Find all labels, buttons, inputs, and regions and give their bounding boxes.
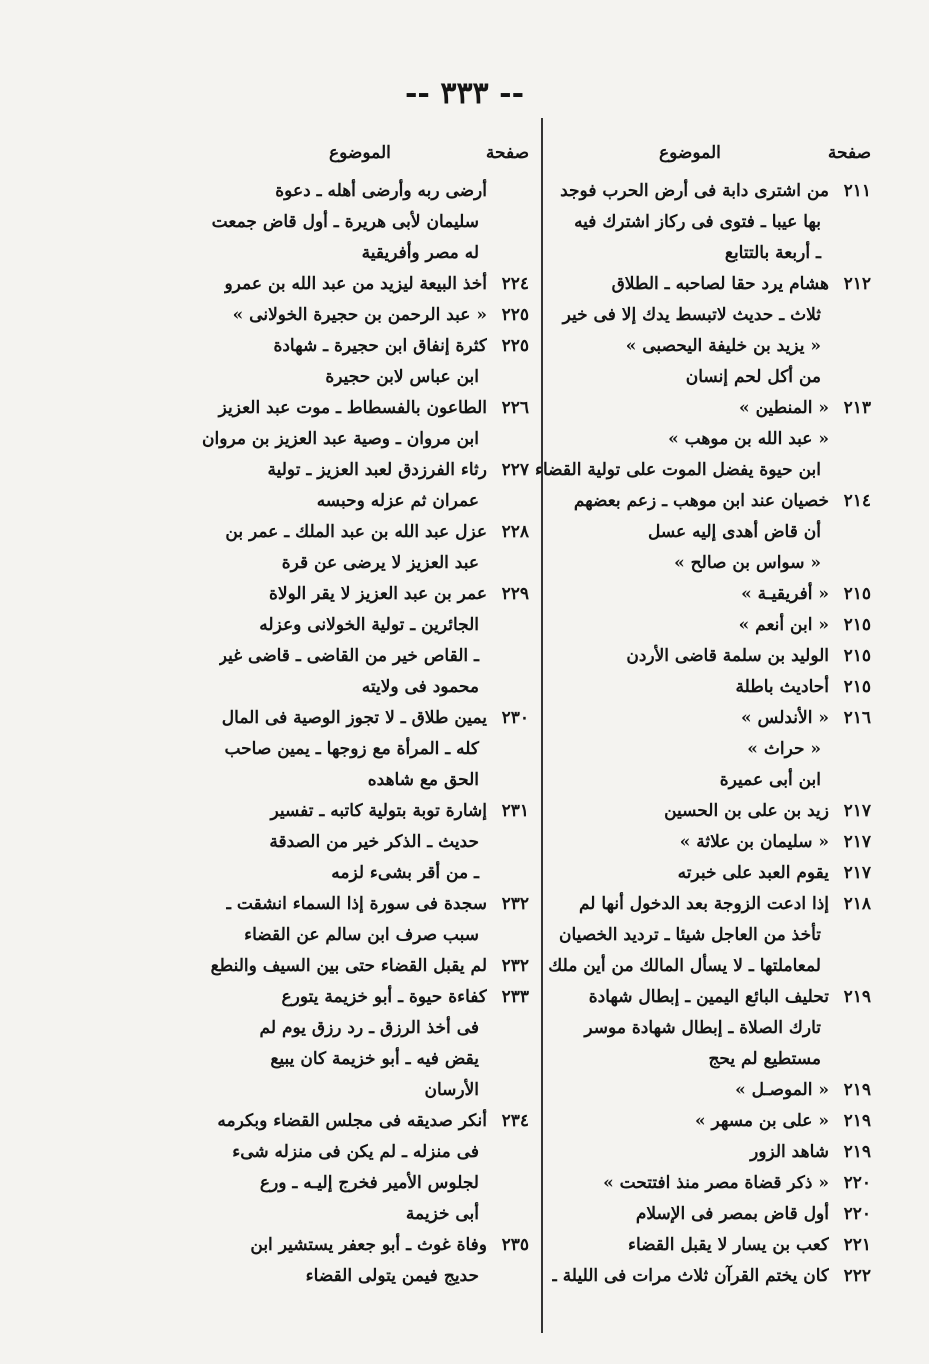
index-entry (559, 1106, 871, 1137)
index-entry (210, 951, 529, 982)
index-column-left (202, 136, 529, 1292)
entry-line: الوليد بن سلمة قاضى الأردن (626, 646, 829, 666)
index-entry (225, 517, 529, 579)
entry-page-number: ٢٢٩ (501, 584, 529, 604)
index-entry (559, 827, 871, 858)
index-entry (229, 455, 529, 517)
entry-line: الطاعون بالفسطاط ـ موت عبد العزيز (218, 398, 487, 418)
entry-page-number: ٢١١ (843, 181, 871, 201)
entry-line: « سليمان بن علاثة » (679, 832, 829, 852)
column-divider (541, 118, 543, 1333)
entry-line: سجدة فى سورة إذا السماء انشقت ـ (226, 894, 487, 914)
index-entry (559, 858, 871, 889)
entry-line: أن قاض أهدى إليه عسل (648, 522, 821, 542)
entry-line: أنكر صديقه فى مجلس القضاء وبكرمه (217, 1111, 487, 1131)
index-entry (559, 1199, 871, 1230)
entry-line: تحليف البائع اليمين ـ إبطال شهادة (588, 987, 829, 1007)
entry-page-number: ٢٣٣ (501, 987, 529, 1007)
entry-line: من أكل لحم إنسان (685, 367, 821, 387)
index-entry (229, 1230, 529, 1292)
page-column-label: صفحة (827, 143, 871, 163)
entry-line: مستطيع لم يحج (708, 1049, 821, 1069)
entry-line: خصيان عند ابن موهب ـ زعم بعضهم (573, 491, 829, 511)
entry-line: بها عيبا ـ فتوى فى ركاز اشترك فيه (574, 212, 821, 232)
entry-line: أخذ البيعة ليزيد من عبد الله بن عمرو (224, 274, 487, 294)
entry-line: ابن عباس لابن حجيرة (325, 367, 479, 387)
entry-line: الجائرين ـ تولية الخولانى وعزله (259, 615, 479, 635)
index-entry (229, 982, 529, 1106)
entry-line: فى منزله ـ لم يكن فى منزله شىء (232, 1142, 479, 1162)
entry-lines (229, 796, 487, 889)
entry-page-number: ٢٢٠ (843, 1204, 871, 1224)
entry-line: الحق مع شاهده (367, 770, 479, 790)
entry-line: « عبد الرحمن بن حجيرة الخولانى » (232, 305, 487, 325)
entry-page-number: ٢١٩ (843, 1142, 871, 1162)
entry-page-number: ٢٢٢ (843, 1266, 871, 1286)
entry-page-number: ٢١٥ (843, 646, 871, 666)
index-entry (559, 269, 871, 393)
index-entry (217, 1106, 529, 1230)
entry-lines (559, 1137, 829, 1168)
entry-line: سليمان لأبى هريرة ـ أول قاض جمعت (211, 212, 479, 232)
entry-line: تارك الصلاة ـ إبطال شهادة موسر (584, 1018, 821, 1038)
entry-page-number: ٢٣٠ (501, 708, 529, 728)
entry-line: شاهد الزور (750, 1142, 829, 1162)
entry-line: لم يقبل القضاء حتى بين السيف والنطع (210, 956, 487, 976)
entry-line: زيد بن على بن الحسين (664, 801, 829, 821)
entry-page-number: ٢٣١ (501, 801, 529, 821)
entry-lines (559, 982, 829, 1075)
entry-line: كعب بن يسار لا يقبل القضاء (628, 1235, 829, 1255)
entry-line: « الموصـل » (735, 1080, 829, 1100)
entry-lines (211, 951, 487, 982)
entry-line: « ابن أنعم » (738, 615, 829, 635)
index-entry (224, 269, 529, 300)
entry-lines (222, 703, 487, 796)
entry-line: محمود فى ولايته (361, 677, 479, 697)
entry-page-number: ٢٢٤ (501, 274, 529, 294)
entry-page-number: ٢٢٦ (501, 398, 529, 418)
entry-lines (559, 176, 829, 269)
entries-right (535, 176, 871, 1292)
entry-page-number: ٢١٩ (843, 1080, 871, 1100)
entry-line: وفاة غوث ـ أبو جعفر يستشير ابن (250, 1235, 487, 1255)
entry-line: إشارة توبة بتولية كاتبه ـ تفسير (270, 801, 487, 821)
entry-page-number: ٢١٥ (843, 584, 871, 604)
index-entry (211, 176, 529, 269)
index-entry (559, 982, 871, 1075)
entry-line: يقض فيه ـ أبو خزيمة كان يبيع (270, 1049, 479, 1069)
entry-line: « أفريقيـة » (741, 584, 829, 604)
entry-line: ـ أربعة بالتتابع (724, 243, 821, 263)
entry-lines (559, 393, 829, 424)
entry-line: أرضى ربه وأرضى أهله ـ دعوة (275, 181, 487, 201)
entry-line: سبب صرف ابن سالم عن القضاء (244, 925, 479, 945)
entry-lines (559, 827, 829, 858)
entry-line: أبى خزيمة (405, 1204, 479, 1224)
index-entry (221, 703, 529, 796)
entry-page-number: ٢٢٠ (843, 1173, 871, 1193)
entry-lines (559, 486, 829, 579)
index-entry (559, 579, 871, 610)
entry-lines (559, 610, 829, 641)
entry-line: عبد العزيز لا يرضى عن قرة (281, 553, 479, 573)
entry-lines (559, 1168, 829, 1199)
entry-page-number: ٢١٩ (843, 987, 871, 1007)
entry-page-number: ٢٣٥ (501, 1235, 529, 1255)
index-entry (559, 1075, 871, 1106)
entry-lines (559, 796, 829, 827)
index-entry (559, 1230, 871, 1261)
entry-line: « يزيد بن خليفة اليحصبى » (625, 336, 821, 356)
column-header (229, 136, 529, 170)
subject-column-label: الموضوع (659, 143, 721, 163)
entry-lines (229, 1230, 487, 1292)
entry-page-number: ٢١٨ (843, 894, 871, 914)
page-number: -- ٣٣٣ -- (404, 76, 525, 111)
entry-line: « ذكر قضاة مصر منذ افتتحت » (603, 1173, 829, 1193)
entry-page-number: ٢٣٤ (501, 1111, 529, 1131)
entry-line: كثرة إنفاق ابن حجيرة ـ شهادة (273, 336, 487, 356)
entry-line: من اشترى دابة فى أرض الحرب فوجد (560, 181, 829, 201)
entry-lines (229, 300, 487, 331)
entry-page-number: ٢١٢ (843, 274, 871, 294)
entry-line: يمين طلاق ـ لا تجوز الوصية فى المال (221, 708, 487, 728)
entry-lines (202, 393, 487, 455)
entry-line: أحاديث باطلة (735, 677, 829, 697)
entry-page-number: ٢٢٥ (501, 305, 529, 325)
entry-lines (212, 176, 487, 269)
entry-page-number: ٢٣٢ (501, 956, 529, 976)
index-entry (559, 610, 871, 641)
index-entry (559, 393, 871, 424)
entry-line: « عبد الله بن موهب » (668, 429, 829, 449)
entry-line: لجلوس الأمير فخرج إليـه ـ ورع (259, 1173, 479, 1193)
index-entry (218, 579, 529, 703)
index-entry (559, 486, 871, 579)
entry-line: له مصر وأفريقية (361, 243, 479, 263)
entry-line: عمران ثم عزله وحبسه (316, 491, 479, 511)
entry-lines (559, 703, 829, 796)
entry-line: كفاءة حيوة ـ أبو خزيمة يتورع (281, 987, 487, 1007)
entry-line: هشام يرد حقا لصاحبه ـ الطلاق (611, 274, 829, 294)
entry-lines (552, 1261, 829, 1292)
entry-line: كان يختم القرآن ثلاث مرات فى الليلة ـ (551, 1266, 829, 1286)
entry-line: الأرسان (424, 1080, 479, 1100)
index-column-right (535, 136, 871, 1292)
entry-page-number: ٢٢١ (843, 1235, 871, 1255)
entry-page-number: ٢٢٨ (501, 522, 529, 542)
entry-line: فى أخذ الرزق ـ رد رزق يوم لم (259, 1018, 479, 1038)
entry-line: « على بن مسهر » (694, 1111, 829, 1131)
index-entry (548, 889, 871, 982)
entry-line: ابن حيوة يفضل الموت على تولية القضاء (535, 460, 821, 480)
entry-line: ابن أبى عميرة (719, 770, 821, 790)
entry-line: أول قاض بمصر فى الإسلام (635, 1204, 829, 1224)
index-entry (226, 889, 529, 951)
entry-line: ثلاث ـ حديث لاتبسط يدك إلا فى خير (562, 305, 821, 325)
column-header (559, 136, 871, 170)
entry-page-number: ٢١٧ (843, 801, 871, 821)
entry-line: لمعاملتها ـ لا يسأل المالك من أين ملك (548, 956, 821, 976)
entry-lines (559, 579, 829, 610)
entry-page-number: ٢١٧ (843, 832, 871, 852)
entry-page-number: ٢١٤ (843, 491, 871, 511)
entry-page-number: ٢٢٥ (501, 336, 529, 356)
entry-lines (559, 1199, 829, 1230)
index-entry (559, 703, 871, 796)
entry-line: ـ من أقر بشىء لزمه (331, 863, 479, 883)
index-entry (559, 1137, 871, 1168)
entry-lines (559, 269, 829, 393)
index-entry (559, 796, 871, 827)
entry-lines (226, 889, 487, 951)
entry-line: ـ القاص خير من القاضى ـ قاضى غير (218, 646, 479, 666)
entry-page-number: ٢١٣ (843, 398, 871, 418)
entry-line: حديج فيمن يتولى القضاء (305, 1266, 479, 1286)
entry-lines (229, 455, 487, 517)
entry-line: عمر بن عبد العزيز لا يقر الولاة (268, 584, 487, 604)
entry-lines (559, 858, 829, 889)
entry-line: « سواس بن صالح » (674, 553, 821, 573)
page-column-label: صفحة (485, 143, 529, 163)
index-entry (535, 424, 871, 486)
entry-page-number: ٢١٥ (843, 677, 871, 697)
entry-lines (559, 1075, 829, 1106)
entry-line: « حراث » (747, 739, 821, 759)
index-entry (559, 176, 871, 269)
entry-line: يقوم العبد على خبرته (677, 863, 829, 883)
entry-lines (559, 1106, 829, 1137)
entry-lines (229, 331, 487, 393)
entry-lines (219, 579, 487, 703)
index-entry (559, 641, 871, 672)
entry-lines (559, 1230, 829, 1261)
entry-page-number: ٢٢٧ (501, 460, 529, 480)
entry-page-number: ٢١٥ (843, 615, 871, 635)
index-entry (559, 1168, 871, 1199)
entry-line: كله ـ المرأة مع زوجها ـ يمين صاحب (224, 739, 479, 759)
entry-page-number: ٢١٩ (843, 1111, 871, 1131)
entry-line: ابن مروان ـ وصية عبد العزيز بن مروان (202, 429, 479, 449)
entry-page-number: ٢٣٢ (501, 894, 529, 914)
entry-page-number: ٢١٦ (843, 708, 871, 728)
entry-lines (548, 889, 829, 982)
entry-line: « المنطين » (739, 398, 829, 418)
subject-column-label: الموضوع (329, 143, 391, 163)
entry-lines (229, 982, 487, 1106)
entry-line: رثاء الفرزدق لعبد العزيز ـ تولية (267, 460, 487, 480)
entries-left (202, 176, 529, 1292)
entry-line: إذا ادعت الزوجة بعد الدخول أنها لم (578, 894, 829, 914)
index-entry (202, 393, 529, 455)
entry-line: « الأندلس » (740, 708, 829, 728)
index-entry (229, 300, 529, 331)
index-entry (551, 1261, 871, 1292)
entry-line: حديث ـ الذكر خير من الصدقة (269, 832, 479, 852)
entry-lines (217, 1106, 487, 1230)
entry-lines (535, 424, 829, 486)
entry-lines (224, 269, 487, 300)
entry-lines (559, 641, 829, 672)
index-entry (559, 672, 871, 703)
entry-line: عزل عبد الله بن عبد الملك ـ عمر بن (225, 522, 487, 542)
entry-lines (559, 672, 829, 703)
entry-page-number: ٢١٧ (843, 863, 871, 883)
entry-lines (225, 517, 487, 579)
index-entry (229, 331, 529, 393)
index-entry (229, 796, 529, 889)
entry-line: تأخذ من العاجل شيئا ـ ترديد الخصيان (559, 925, 821, 945)
